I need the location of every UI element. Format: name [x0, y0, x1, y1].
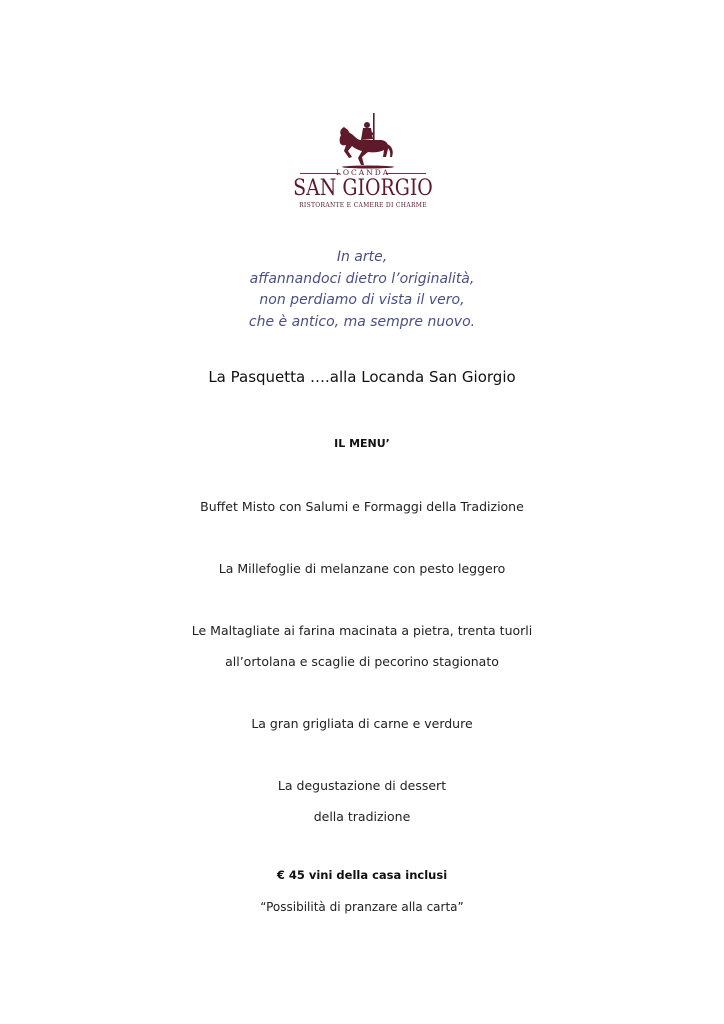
menu-course-line: Buffet Misto con Salumi e Formaggi della Tradizione [200, 499, 524, 514]
menu-course [0, 615, 724, 677]
quote-line: non perdiamo di vista il vero, [259, 292, 465, 308]
menu-course-line: all’ortolana e scaglie di pecorino stagionato [225, 654, 499, 669]
price: € 45 vini della casa inclusi [276, 868, 448, 882]
quote [0, 247, 724, 333]
menu-course [0, 708, 724, 739]
logo [276, 113, 450, 213]
menu-course-line: La gran grigliata di carne e verdure [251, 716, 473, 731]
menu-course [0, 491, 724, 522]
quote-line: affannandoci dietro l’originalità, [249, 270, 475, 287]
menu-course-line: La Millefoglie di melanzane con pesto leggero [218, 561, 506, 576]
menu-course [0, 553, 724, 584]
menu-course-line: La degustazione di dessert [277, 778, 447, 793]
logo-locanda-text: LOCANDA [335, 168, 391, 177]
menu-course [0, 770, 724, 832]
menu-course-line: Le Maltagliate ai farina macinata a pietra, trenta tuorli [191, 623, 533, 638]
menu-course-line: della tradizione [313, 809, 411, 824]
logo-tagline: RISTORANTE E CAMERE DI CHARME [299, 202, 427, 209]
page-title: La Pasquetta ….alla Locanda San Giorgio [208, 368, 516, 386]
quote-line: che è antico, ma sempre nuovo. [248, 313, 476, 330]
menu-heading: IL MENU’ [334, 437, 390, 450]
quote-line: In arte, [336, 249, 388, 265]
logo-name: SAN GIORGIO [293, 176, 433, 201]
note: “Possibilità di pranzare alla carta” [260, 900, 464, 914]
horse-and-rider-icon [276, 113, 450, 171]
